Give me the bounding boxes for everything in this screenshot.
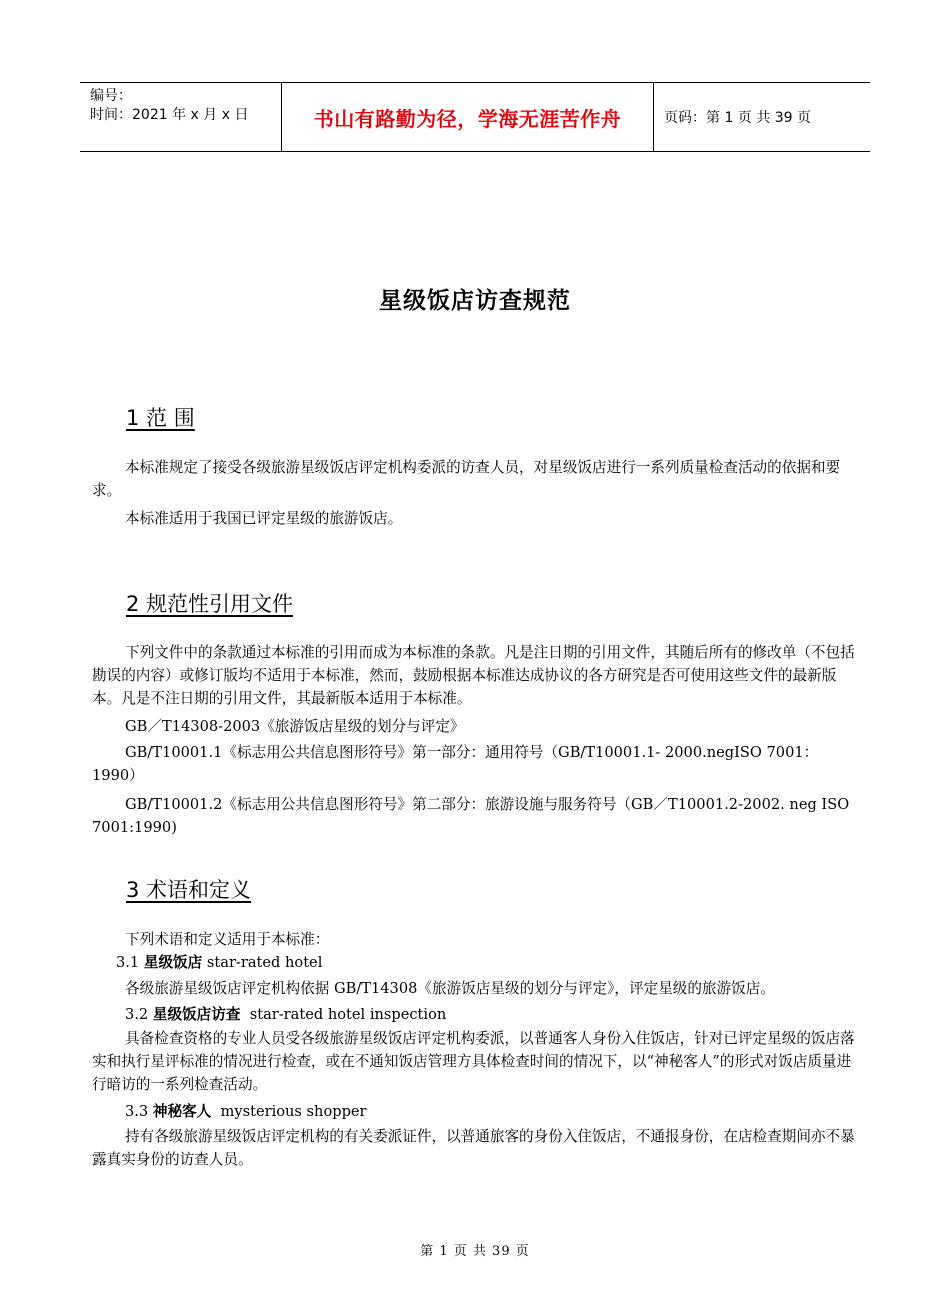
header-table <box>80 82 870 152</box>
paragraph: 本标准规定了接受各级旅游星级饭店评定机构委派的访查人员，对星级饭店进行一系列质量检查活动的依据和要求。 <box>92 459 841 499</box>
term-definition: 各级旅游星级饭店评定机构依据 GB/T14308《旅游饭店星级的划分与评定》，评定星级的旅游饭店。 <box>125 980 775 997</box>
term-heading: 3.1 星级饭店 star-rated hotel <box>116 954 323 971</box>
term-definition: 持有各级旅游星级饭店评定机构的有关委派证件，以普通旅客的身份入住饭店，不通报身份，在店检查期间亦不暴露真实身份的访查人员。 <box>92 1128 855 1168</box>
term-definition: 具备检查资格的专业人员受各级旅游星级饭店评定机构委派，以普通客人身份入住饭店，针对已评定星级的饭店落实和执行星评标准的情况进行检查，或在不通知饭店管理方具体检查时间的情况下，以“神秘客人”的形式对饭店质量进行暗访的一系列检查活动。 <box>92 1030 855 1093</box>
document-time: 时间：2021 年 x 月 x 日 <box>90 107 249 123</box>
page-footer: 第 1 页 共 39 页 <box>420 1244 530 1259</box>
paragraph: 本标准适用于我国已评定星级的旅游饭店。 <box>125 510 403 527</box>
section-heading-terms: 3 术语和定义 <box>126 878 252 902</box>
document-title: 星级饭店访查规范 <box>379 288 571 314</box>
paragraph: 下列术语和定义适用于本标准： <box>125 931 330 948</box>
term-heading: 3.3 神秘客人 mysterious shopper <box>125 1103 367 1120</box>
reference-item: GB／T14308-2003《旅游饭店星级的划分与评定》 <box>125 718 465 735</box>
header-meta-cell <box>80 83 281 151</box>
paragraph: 下列文件中的条款通过本标准的引用而成为本标准的条款。凡是注日期的引用文件，其随后所有的修改单（不包括勘误的内容）或修订版均不适用于本标准，然而，鼓励根据本标准达成协议的各方研究是否可使用这些文件的最新版本。凡是不注日期的引用文件，其最新版本适用于本标准。 <box>92 644 855 707</box>
term-heading: 3.2 星级饭店访查 star-rated hotel inspection <box>125 1006 447 1023</box>
section-heading-normative-references: 2 规范性引用文件 <box>126 592 294 616</box>
document-number-label: 编号： <box>90 88 132 104</box>
reference-item: GB/T10001.2《标志用公共信息图形符号》第二部分：旅游设施与服务符号（GB／T10001.2-2002. neg ISO 7001:1990) <box>92 796 850 836</box>
section-heading-scope: 1 范 围 <box>126 406 195 430</box>
header-page-info: 页码：第 1 页 共 39 页 <box>664 110 811 126</box>
header-motto: 书山有路勤为径，学海无涯苦作舟 <box>281 83 654 151</box>
reference-item: GB/T10001.1《标志用公共信息图形符号》第一部分：通用符号（GB/T10001.1- 2000.negISO 7001：1990） <box>92 744 819 784</box>
